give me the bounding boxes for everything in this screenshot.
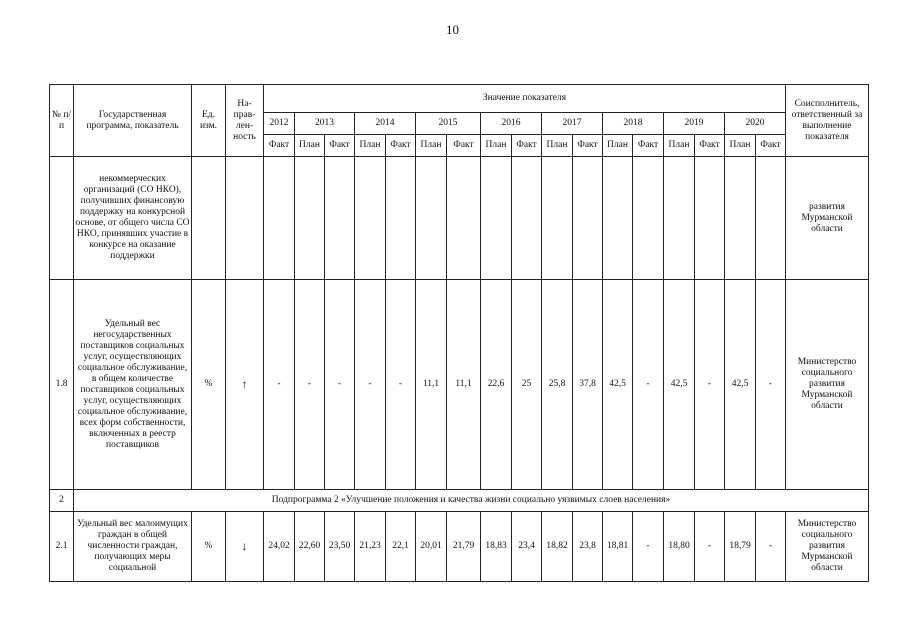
value-cell xyxy=(295,157,325,280)
subprogram-num: 2 xyxy=(50,490,74,512)
value-cell: - xyxy=(355,280,386,490)
value-cell: - xyxy=(295,280,325,490)
value-cell: 23,4 xyxy=(512,512,542,582)
value-cell xyxy=(725,157,756,280)
value-cell: - xyxy=(264,280,295,490)
year-2013: 2013 xyxy=(295,113,355,135)
fact-label: Факт xyxy=(573,135,603,157)
value-cell: - xyxy=(633,280,664,490)
header-unit: Ед. изм. xyxy=(192,85,226,157)
row-desc: Удельный вес малоимущих граждан в общей численности граждан, получающих меры социальной xyxy=(74,512,192,582)
year-2020: 2020 xyxy=(725,113,786,135)
page-number: 10 xyxy=(446,22,459,37)
value-cell: 37,8 xyxy=(573,280,603,490)
plan-label: План xyxy=(416,135,447,157)
direction-up-arrow-icon: ↑ xyxy=(226,280,264,490)
value-cell xyxy=(695,157,725,280)
header-value-title: Значение показателя xyxy=(264,85,786,113)
table-row xyxy=(50,512,869,582)
row-num: 2.1 xyxy=(50,512,74,582)
value-cell: 20,01 xyxy=(416,512,447,582)
row-num: 1.8 xyxy=(50,280,74,490)
year-2012: 2012 xyxy=(264,113,295,135)
year-2018: 2018 xyxy=(603,113,664,135)
value-cell xyxy=(447,157,481,280)
plan-label: План xyxy=(664,135,695,157)
value-cell: 42,5 xyxy=(603,280,633,490)
row-unit: % xyxy=(192,280,226,490)
subprogram-title: Подпрограмма 2 «Улучшение положения и качества жизни социально уязвимых слоев населения» xyxy=(74,490,869,512)
value-cell: 18,83 xyxy=(481,512,512,582)
plan-label: План xyxy=(603,135,633,157)
year-2019: 2019 xyxy=(664,113,725,135)
table-row xyxy=(50,157,869,280)
value-cell xyxy=(603,157,633,280)
value-cell: 18,80 xyxy=(664,512,695,582)
fact-label: Факт xyxy=(325,135,355,157)
plan-label: План xyxy=(542,135,573,157)
row-co-executor: Министерство социального развития Мурманской области xyxy=(786,512,869,582)
value-cell: 11,1 xyxy=(416,280,447,490)
value-cell: 18,81 xyxy=(603,512,633,582)
subprogram-row xyxy=(50,490,869,512)
row-desc: Удельный вес негосударственных поставщиков социальных услуг, осуществляющих социальное обслуживание, в общем количестве поставщиков социальных услуг, осуществляющих социальное обслуживание, всех форм собственности, включенных в реестр поставщиков xyxy=(74,280,192,490)
value-cell: 25,8 xyxy=(542,280,573,490)
row-desc: некоммерческих организаций (СО НКО), получивших финансовую поддержку на конкурсной основе, от общего числа СО НКО, принявших участие в конкурсе на оказание поддержки xyxy=(74,157,192,280)
row-unit: % xyxy=(192,512,226,582)
fact-label: Факт xyxy=(264,135,295,157)
plan-label: План xyxy=(295,135,325,157)
value-cell: 22,1 xyxy=(386,512,416,582)
row-num xyxy=(50,157,74,280)
value-cell: 24,02 xyxy=(264,512,295,582)
value-cell xyxy=(264,157,295,280)
fact-label: Факт xyxy=(386,135,416,157)
plan-label: План xyxy=(725,135,756,157)
value-cell: 42,5 xyxy=(725,280,756,490)
year-2015: 2015 xyxy=(416,113,481,135)
value-cell: - xyxy=(325,280,355,490)
value-cell: 18,79 xyxy=(725,512,756,582)
value-cell: 23,8 xyxy=(573,512,603,582)
value-cell: 23,50 xyxy=(325,512,355,582)
value-cell xyxy=(386,157,416,280)
value-cell xyxy=(416,157,447,280)
value-cell: 25 xyxy=(512,280,542,490)
indicators-table xyxy=(49,84,869,582)
fact-label: Факт xyxy=(633,135,664,157)
header-program: Государственная программа, показатель xyxy=(74,85,192,157)
header-direction: На-прав-лен-ность xyxy=(226,85,264,157)
header-num: № п/п xyxy=(50,85,74,157)
value-cell: - xyxy=(633,512,664,582)
value-cell: - xyxy=(386,280,416,490)
row-co-executor: Министерство социального развития Мурманской области xyxy=(786,280,869,490)
value-cell xyxy=(355,157,386,280)
value-cell: 22,6 xyxy=(481,280,512,490)
value-cell xyxy=(325,157,355,280)
year-2016: 2016 xyxy=(481,113,542,135)
plan-label: План xyxy=(481,135,512,157)
direction-down-arrow-icon: ↓ xyxy=(226,512,264,582)
value-cell xyxy=(756,157,786,280)
header-co-executor: Соисполнитель, ответственный за выполнение показателя xyxy=(786,85,869,157)
row-unit xyxy=(192,157,226,280)
value-cell: - xyxy=(756,280,786,490)
plan-label: План xyxy=(355,135,386,157)
value-cell xyxy=(664,157,695,280)
fact-label: Факт xyxy=(695,135,725,157)
table-row xyxy=(50,280,869,490)
value-cell xyxy=(573,157,603,280)
fact-label: Факт xyxy=(756,135,786,157)
year-2014: 2014 xyxy=(355,113,416,135)
value-cell: 22,60 xyxy=(295,512,325,582)
value-cell xyxy=(633,157,664,280)
row-direction xyxy=(226,157,264,280)
value-cell: 21,23 xyxy=(355,512,386,582)
value-cell: - xyxy=(695,280,725,490)
value-cell xyxy=(512,157,542,280)
value-cell xyxy=(542,157,573,280)
value-cell: 21,79 xyxy=(447,512,481,582)
value-cell: - xyxy=(695,512,725,582)
row-co-executor: развития Мурманской области xyxy=(786,157,869,280)
value-cell: 42,5 xyxy=(664,280,695,490)
fact-label: Факт xyxy=(512,135,542,157)
year-2017: 2017 xyxy=(542,113,603,135)
fact-label: Факт xyxy=(447,135,481,157)
value-cell: 11,1 xyxy=(447,280,481,490)
value-cell: 18,82 xyxy=(542,512,573,582)
value-cell: - xyxy=(756,512,786,582)
value-cell xyxy=(481,157,512,280)
